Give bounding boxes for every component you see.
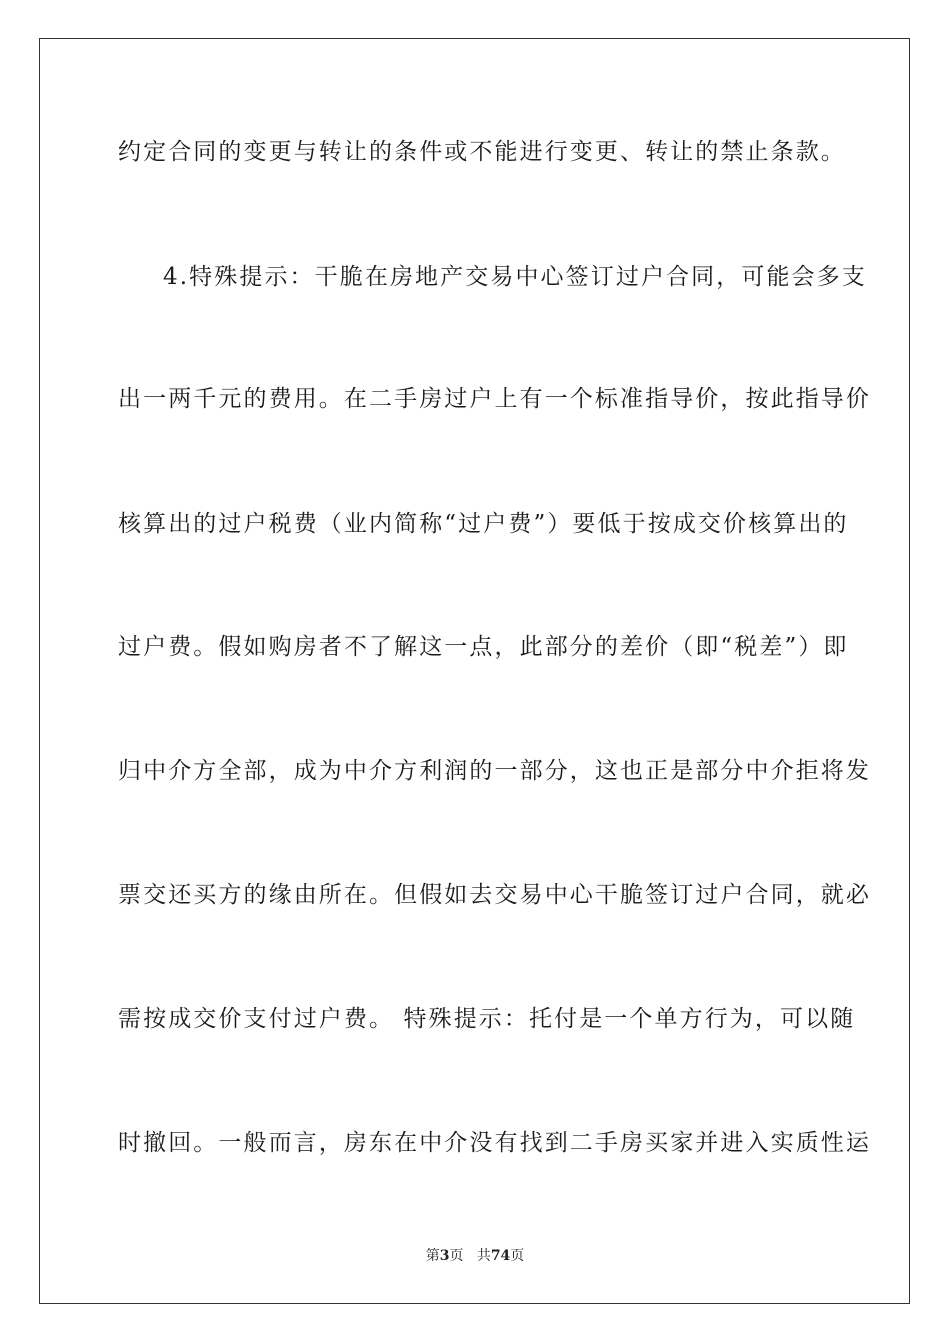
total-suffix: 页: [510, 1248, 525, 1264]
body-line-4: 核算出的过户税费（业内简称“过户费”）要低于按成交价核算出的: [118, 511, 849, 537]
total-page-count: 74: [490, 1248, 511, 1264]
current-page-number: 3: [439, 1248, 450, 1264]
body-line-6: 归中介方全部，成为中介方利润的一部分，这也正是部分中介拒将发: [118, 758, 871, 784]
body-line-7: 票交还买方的缘由所在。但假如去交易中心干脆签订过户合同，就必: [118, 882, 871, 908]
page-suffix: 页: [449, 1248, 464, 1264]
body-line-1: 约定合同的变更与转让的条件或不能进行变更、转让的禁止条款。: [118, 139, 846, 165]
page-footer: [0, 1247, 950, 1265]
page-prefix: 第: [425, 1248, 440, 1264]
body-line-2: 4.特殊提示：干脆在房地产交易中心签订过户合同，可能会多支: [163, 264, 867, 290]
body-line-9: 时撤回。一般而言，房东在中介没有找到二手房买家并进入实质性运: [118, 1130, 871, 1156]
body-line-8: 需按成交价支付过户费。 特殊提示：托付是一个单方行为，可以随: [118, 1006, 856, 1032]
page-border: [39, 38, 910, 1304]
body-line-5: 过户费。假如购房者不了解这一点，此部分的差价（即“税差”）即: [118, 634, 849, 660]
body-line-3: 出一两千元的费用。在二手房过户上有一个标准指导价，按此指导价: [118, 386, 871, 412]
total-prefix: 共: [476, 1248, 491, 1264]
